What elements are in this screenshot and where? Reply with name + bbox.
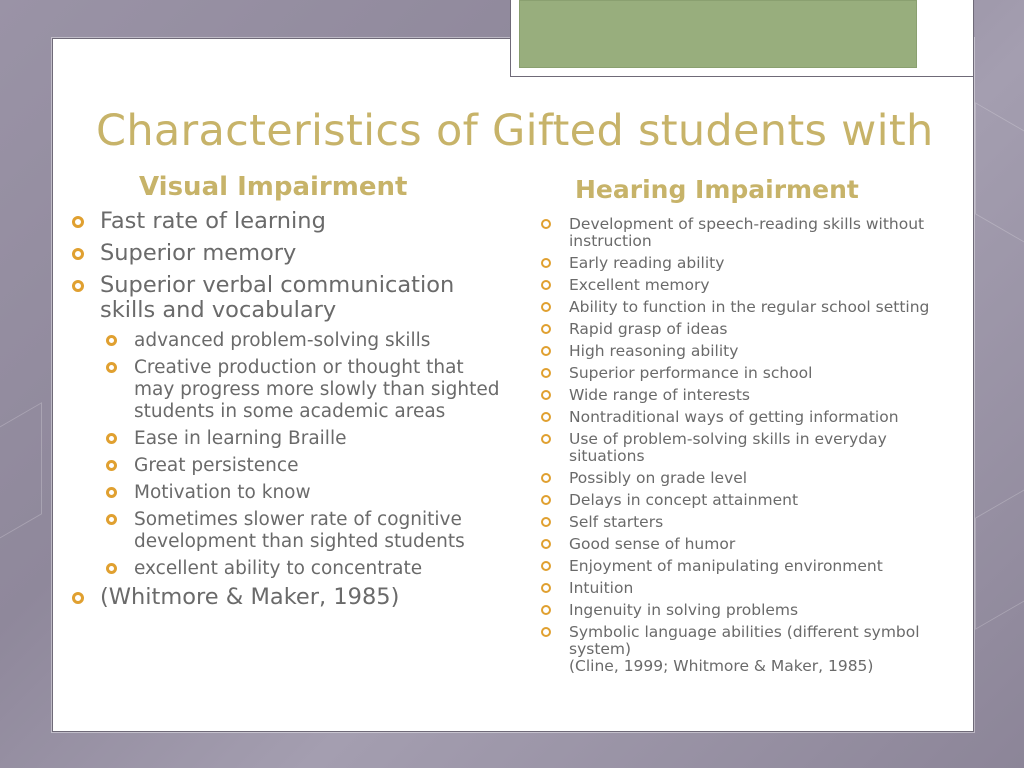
list-item-text: Creative production or thought that may progress more slowly than sighted students in some academic areas xyxy=(134,357,500,422)
list-item-text: Enjoyment of manipulating environment xyxy=(569,557,883,575)
list-item xyxy=(541,255,961,272)
bullet-icon xyxy=(541,583,551,593)
list-item-text: Fast rate of learning xyxy=(100,208,326,234)
list-item-text: Superior verbal communication skills and vocabulary xyxy=(100,272,455,323)
bullet-icon xyxy=(72,592,84,604)
bullet-icon xyxy=(541,324,551,334)
bullet-icon xyxy=(106,433,117,444)
list-item-text: Use of problem-solving skills in everyday situations xyxy=(569,430,887,465)
list-item-text: (Whitmore & Maker, 1985) xyxy=(100,584,400,610)
list-item-text: Good sense of humor xyxy=(569,535,736,553)
background-hexagon xyxy=(975,102,1024,250)
citation-text: (Cline, 1999; Whitmore & Maker, 1985) xyxy=(569,657,874,675)
list-item-text: Delays in concept attainment xyxy=(569,491,799,509)
list-item-text: Symbolic language abilities (different symbol system) xyxy=(569,623,920,658)
list-item-text: Superior performance in school xyxy=(569,364,813,382)
list-item-text: Ease in learning Braille xyxy=(134,428,347,449)
list-item xyxy=(541,321,961,338)
bullet-icon xyxy=(541,434,551,444)
visual-impairment-list xyxy=(72,209,502,617)
background-hexagon xyxy=(0,402,42,550)
bullet-icon xyxy=(541,561,551,571)
list-item-text: Intuition xyxy=(569,579,634,597)
list-item-text: Sometimes slower rate of cognitive development than sighted students xyxy=(134,509,465,552)
list-item xyxy=(541,216,961,250)
list-item-text: Possibly on grade level xyxy=(569,469,748,487)
list-item xyxy=(72,241,502,266)
bullet-icon xyxy=(541,412,551,422)
bullet-icon xyxy=(541,539,551,549)
list-item-text: High reasoning ability xyxy=(569,342,739,360)
list-item xyxy=(72,585,502,610)
list-item xyxy=(106,455,502,477)
list-item xyxy=(541,343,961,360)
list-item-text: Wide range of interests xyxy=(569,386,750,404)
bullet-icon xyxy=(72,248,84,260)
accent-box xyxy=(519,0,917,68)
list-item xyxy=(72,209,502,234)
list-item xyxy=(72,273,502,323)
list-item-text: advanced problem-solving skills xyxy=(134,330,431,351)
list-item xyxy=(106,330,502,352)
slide-title: Characteristics of Gifted students with xyxy=(96,106,934,156)
bullet-icon xyxy=(541,517,551,527)
bullet-icon xyxy=(541,346,551,356)
list-item-text: Self starters xyxy=(569,513,664,531)
list-item xyxy=(541,558,961,575)
bullet-icon xyxy=(106,487,117,498)
list-item xyxy=(106,428,502,450)
bullet-icon xyxy=(106,362,117,373)
bullet-icon xyxy=(541,605,551,615)
list-item-text: Rapid grasp of ideas xyxy=(569,320,728,338)
hearing-impairment-list xyxy=(541,216,961,680)
list-item xyxy=(541,492,961,509)
list-item-text: Great persistence xyxy=(134,455,299,476)
bullet-icon xyxy=(541,627,551,637)
list-item xyxy=(541,536,961,553)
list-item-text: Development of speech-reading skills without instruction xyxy=(569,215,925,250)
bullet-icon xyxy=(106,335,117,346)
list-item-text: Ability to function in the regular school setting xyxy=(569,298,930,316)
list-item-text: excellent ability to concentrate xyxy=(134,558,423,579)
bullet-icon xyxy=(541,280,551,290)
list-item-text: Motivation to know xyxy=(134,482,311,503)
bullet-icon xyxy=(106,514,117,525)
list-item xyxy=(106,509,502,553)
list-item xyxy=(541,602,961,619)
list-item xyxy=(541,365,961,382)
bullet-icon xyxy=(541,495,551,505)
background-hexagon xyxy=(975,482,1024,630)
list-item xyxy=(106,482,502,504)
list-item-text: Ingenuity in solving problems xyxy=(569,601,799,619)
list-item xyxy=(541,387,961,404)
list-item-text: Excellent memory xyxy=(569,276,710,294)
list-item xyxy=(541,431,961,465)
left-column-heading: Visual Impairment xyxy=(139,172,408,202)
bullet-icon xyxy=(541,219,551,229)
list-item-text: Superior memory xyxy=(100,240,297,266)
bullet-icon xyxy=(541,258,551,268)
list-item xyxy=(541,277,961,294)
list-item xyxy=(541,470,961,487)
bullet-icon xyxy=(72,280,84,292)
list-item xyxy=(106,357,502,423)
list-item xyxy=(541,299,961,316)
bullet-icon xyxy=(541,473,551,483)
bullet-icon xyxy=(106,460,117,471)
list-item xyxy=(541,580,961,597)
right-column-heading: Hearing Impairment xyxy=(575,175,859,204)
list-item xyxy=(106,558,502,580)
bullet-icon xyxy=(106,563,117,574)
list-item xyxy=(541,514,961,531)
list-item-text: Nontraditional ways of getting information xyxy=(569,408,899,426)
list-item xyxy=(541,409,961,426)
bullet-icon xyxy=(541,302,551,312)
list-item-text: Early reading ability xyxy=(569,254,725,272)
bullet-icon xyxy=(541,390,551,400)
bullet-icon xyxy=(72,216,84,228)
bullet-icon xyxy=(541,368,551,378)
list-item xyxy=(541,624,961,675)
